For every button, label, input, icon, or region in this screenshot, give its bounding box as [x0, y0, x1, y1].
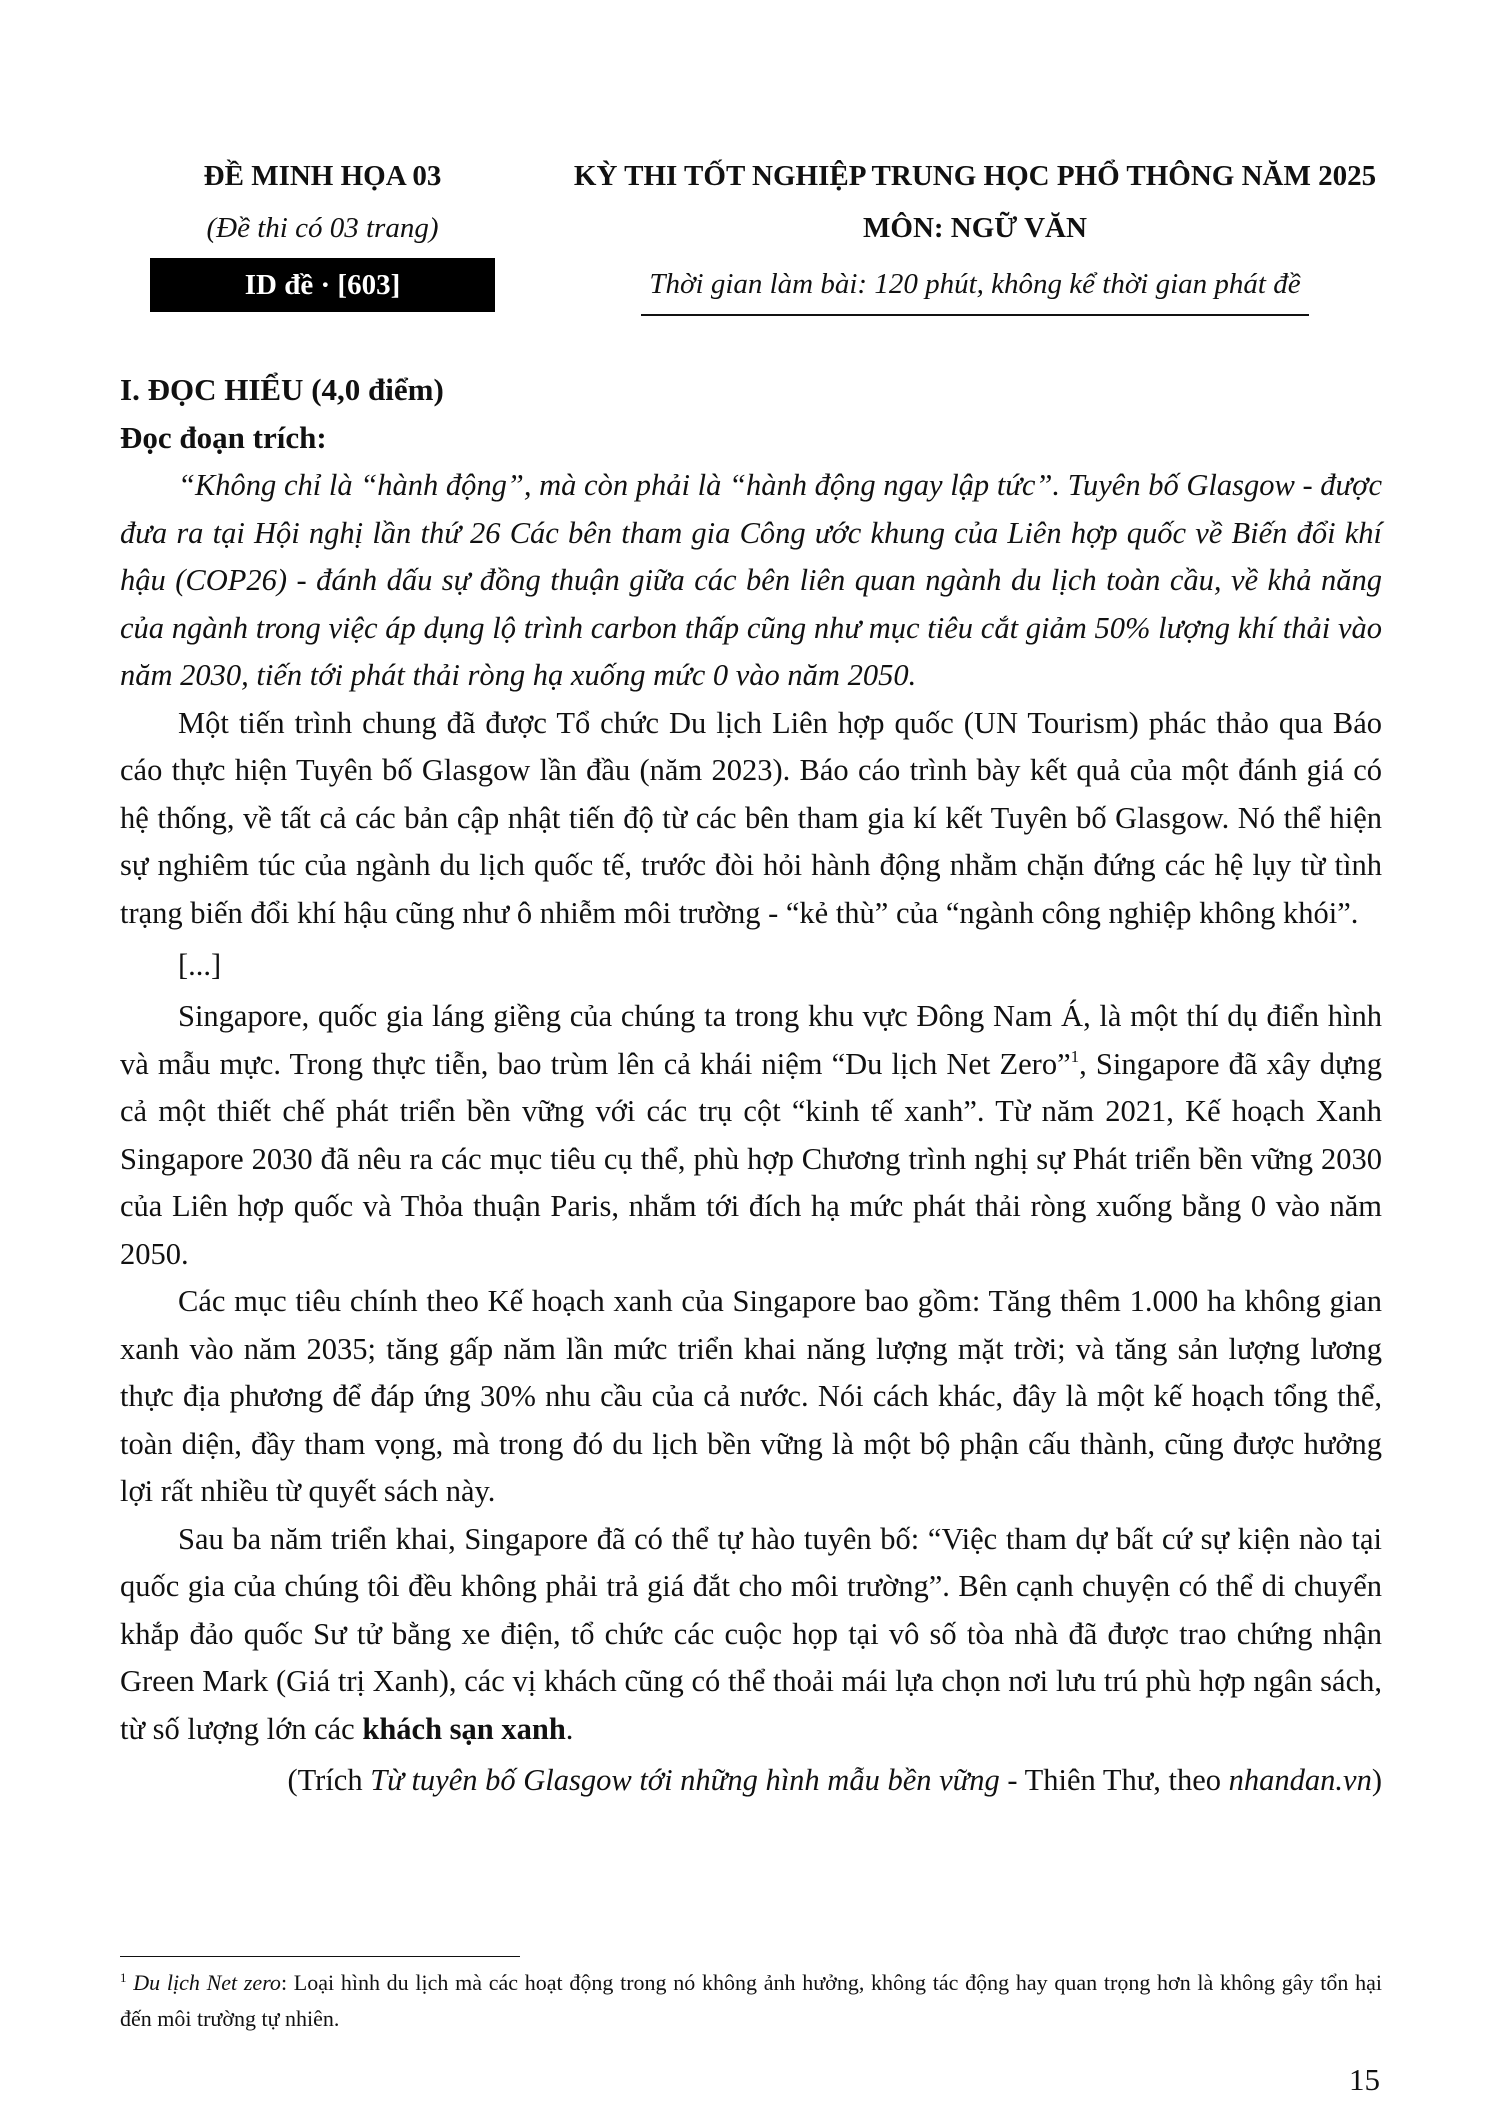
passage-paragraph-2: Một tiến trình chung đã được Tổ chức Du lịch Liên hợp quốc (UN Tourism) phác thảo qua Báo cáo thực hiện Tuyên bố Glasgow lần đầu (năm 2023). Báo cáo trình bày kết quả của một đánh giá có hệ thống, về tất cả các bản cập nhật tiến độ từ các bên tham gia kí kết Tuyên bố Glasgow. Nó thể hiện sự nghiêm túc của ngành du lịch quốc tế, trước đòi hỏi hành động nhằm chặn đứng các hệ lụy từ tình trạng biến đổi khí hậu cũng như ô nhiễm môi trường - “kẻ thù” của “ngành công nghiệp không khói”.	[120, 705, 1382, 930]
header-right	[560, 150, 1390, 306]
paragraph-5-bold-term: khách sạn xanh	[362, 1711, 566, 1746]
time-allowed: Thời gian làm bài: 120 phút, không kể thời gian phát đề	[641, 258, 1308, 316]
paragraph-5-text-a: Sau ba năm triển khai, Singapore đã có thể tự hào tuyên bố: “Việc tham dự bất cứ sự kiện nào tại quốc gia của chúng tôi đều không phải trả giá đắt cho môi trường”. Bên cạnh chuyện có thể di chuyển khắp đảo quốc Sư tử bằng xe điện, tổ chức các cuộc họp tại vô số tòa nhà đã được trao chứng nhận Green Mark (Giá trị Xanh), các vị khách cũng có thể thoải mái lựa chọn nơi lưu trú phù hợp ngân sách, từ số lượng lớn các	[120, 1521, 1382, 1746]
paragraph-3-text-a: Singapore, quốc gia láng giềng của chúng ta trong khu vực Đông Nam Á, là một thí dụ điển hình và mẫu mực. Trong thực tiễn, bao trùm lên cả khái niệm “Du lịch Net Zero”	[120, 999, 1382, 1081]
source-suffix: )	[1371, 1763, 1382, 1797]
passage-paragraph-3	[120, 993, 1382, 1278]
paragraph-3-text-b: , Singapore đã xây dựng cả một thiết chế phát triển bền vững với các trụ cột “kinh tế xanh”. Từ năm 2021, Kế hoạch Xanh Singapore 2030 đã nêu ra các mục tiêu cụ thể, phù hợp Chương trình nghị sự Phát triển bền vững 2030 của Liên hợp quốc và Thỏa thuận Paris, nhắm tới đích hạ mức phát thải ròng xuống bằng 0 vào năm 2050.	[120, 1046, 1382, 1271]
passage-paragraph-1: “Không chỉ là “hành động”, mà còn phải là “hành động ngay lập tức”. Tuyên bố Glasgow - được đưa ra tại Hội nghị lần thứ 26 Các bên tham gia Công ước khung của Liên hợp quốc về Biến đổi khí hậu (COP26) - đánh dấu sự đồng thuận giữa các bên liên quan ngành du lịch toàn cầu, về khả năng của ngành trong việc áp dụng lộ trình carbon thấp cũng như mục tiêu cắt giảm 50% lượng khí thải vào năm 2030, tiến tới phát thải ròng hạ xuống mức 0 vào năm 2050.	[120, 468, 1382, 692]
passage-ellipsis: [...]	[178, 948, 222, 982]
passage-source	[120, 1757, 1382, 1805]
footnote-reference[interactable]: 1	[1070, 1046, 1080, 1066]
exam-title: KỲ THI TỐT NGHIỆP TRUNG HỌC PHỔ THÔNG NĂM 2025	[573, 160, 1377, 192]
pages-note: (Đề thi có 03 trang)	[206, 212, 439, 244]
header-left	[150, 150, 495, 312]
source-title: Từ tuyên bố Glasgow tới những hình mẫu bền vững	[370, 1763, 1000, 1797]
passage-paragraph-5	[120, 1516, 1382, 1754]
paragraph-5-text-c: .	[565, 1711, 574, 1746]
footnote-divider	[120, 1956, 520, 1957]
subject-title: MÔN: NGỮ VĂN	[863, 212, 1087, 244]
source-prefix: (Trích	[287, 1763, 371, 1797]
source-author: - Thiên Thư, theo	[999, 1763, 1229, 1797]
document-body	[120, 366, 1382, 1805]
page-number: 15	[1349, 2062, 1380, 2097]
footnote-text: : Loại hình du lịch mà các hoạt động trong nó không ảnh hưởng, không tác động hay quan trọng hơn là không gây tổn hại đến môi trường tự nhiên.	[120, 1970, 1382, 2031]
footnote	[120, 1965, 1382, 2037]
exam-id-badge: ID đề · [603]	[150, 258, 495, 312]
exam-code-title: ĐỀ MINH HỌA 03	[203, 160, 442, 192]
section-instruction: Đọc đoạn trích:	[120, 420, 327, 455]
source-site: nhandan.vn	[1228, 1763, 1372, 1797]
footnote-mark: 1	[120, 1970, 127, 1985]
passage-paragraph-4: Các mục tiêu chính theo Kế hoạch xanh của Singapore bao gồm: Tăng thêm 1.000 ha không gian xanh vào năm 2035; tăng gấp năm lần mức triển khai năng lượng mặt trời; và tăng sản lượng lương thực địa phương để đáp ứng 30% nhu cầu của cả nước. Nói cách khác, đây là một kế hoạch tổng thể, toàn diện, đầy tham vọng, mà trong đó du lịch bền vững là một bộ phận cấu thành, cũng được hưởng lợi rất nhiều từ quyết sách này.	[120, 1284, 1382, 1508]
footnote-term: Du lịch Net zero	[133, 1970, 281, 1995]
section-heading: I. ĐỌC HIỂU (4,0 điểm)	[120, 372, 444, 407]
